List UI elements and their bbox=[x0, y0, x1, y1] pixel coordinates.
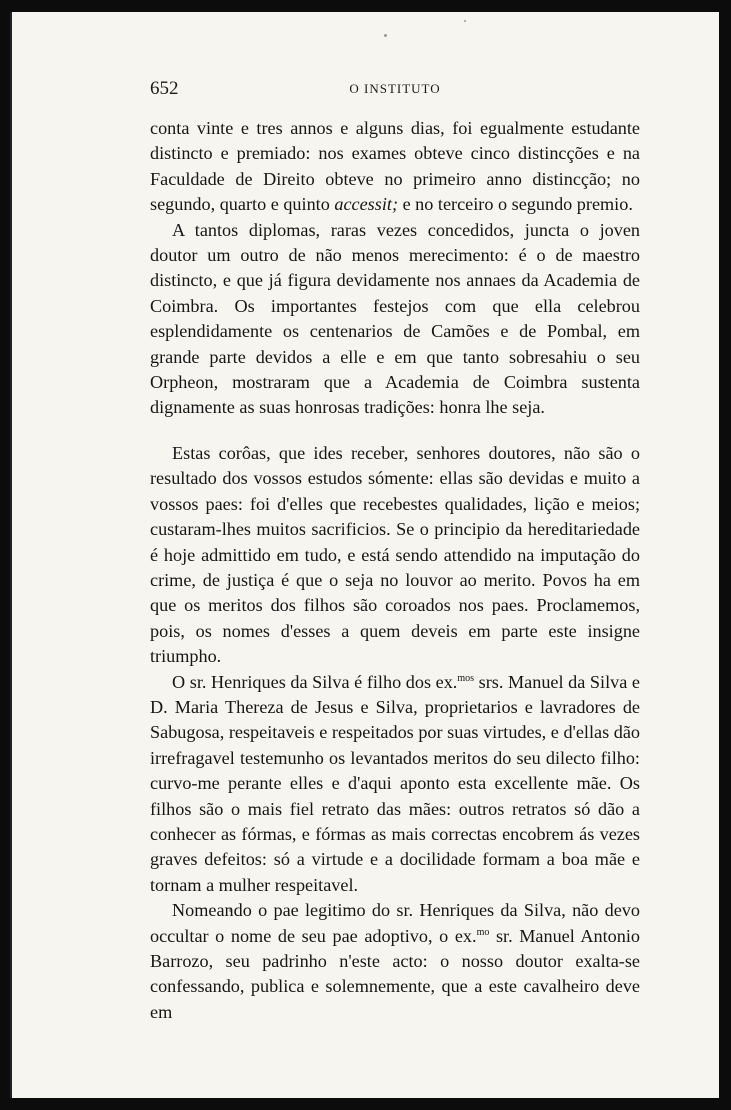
ink-speck bbox=[464, 20, 466, 22]
paragraph-3: Estas corôas, que ides receber, senhores doutores, não são o resultado dos vossos estudos sómente: ellas são devidas e muito a vossos paes: foi d'elles que recebestes qualidades, lição e meios; custaram-lhes muitos sacrificios. Se o principio da hereditariedade é hoje admittido em tudo, e está sendo attendido na imputação do crime, de justiça é que o seja no louvor ao merito. Povos ha em que os meritos dos filhos são coroados nos paes. Proclamemos, pois, os nomes d'esses a quem deveis em parte este insigne triumpho. bbox=[150, 442, 640, 667]
paragraph-5: Nomeando o pae legitimo do sr. Henriques da Silva, não devo occultar o nome de seu pae adoptivo, o ex.$^{mo}$ sr. Manuel Antonio Barrozo, seu padrinho n'este acto: o nosso doutor exalta-se confessando, publica e solemnemente, que a este cavalheiro deve em bbox=[150, 900, 641, 1022]
section-break bbox=[150, 421, 640, 441]
latin-term: accessit; bbox=[334, 194, 399, 215]
ink-speck bbox=[384, 34, 387, 37]
running-title: O INSTITUTO bbox=[349, 81, 441, 96]
page-number: 652 bbox=[150, 78, 179, 99]
superscript: mo bbox=[476, 926, 490, 938]
page-header bbox=[150, 78, 640, 106]
paragraph-1: conta vinte e tres annos e alguns dias, foi egualmente estudante distincto e premiado: nos exames obteve cinco distincções e na Faculdade de Direito obteve no primeiro anno distincção; no segundo, quarto e quinto accessit; e no terceiro o segundo premio. bbox=[150, 118, 640, 215]
paragraph-2: A tantos diplomas, raras vezes concedidos, juncta o joven doutor um outro de não menos merecimento: é o de maestro distincto, e que já figura devidamente nos annaes da Academia de Coimbra. Os importantes festejos com que ella celebrou esplendidamente os centenarios de Camões e de Pombal, em grande parte devidos a elle e em que tanto sobresahiu o seu Orpheon, mostraram que a Academia de Coimbra sustenta dignamente as suas honrosas tradições: honra lhe seja. bbox=[150, 219, 640, 418]
paragraph-4: O sr. Henriques da Silva é filho dos ex.$^{mos}$ srs. Manuel da Silva e D. Maria Thereza de Jesus e Silva, proprietarios e lavradores de Sabugosa, respeitaveis e respeitados por suas virtudes, e d'ellas dão irrefragavel testemunho os levantados meritos do seu dilecto filho: curvo-me perante elles e d'aqui aponto esta excellente mãe. Os filhos são o mais fiel retrato das mães: outros retratos só dão a conhecer as fórmas, e fórmas as mais correctas encobrem ás vezes graves defeitos: só a virtude e a docilidade formam a boa mãe e tornam a mulher respeitavel. bbox=[150, 671, 640, 895]
superscript: mos bbox=[457, 672, 475, 684]
body-text bbox=[150, 116, 640, 1025]
